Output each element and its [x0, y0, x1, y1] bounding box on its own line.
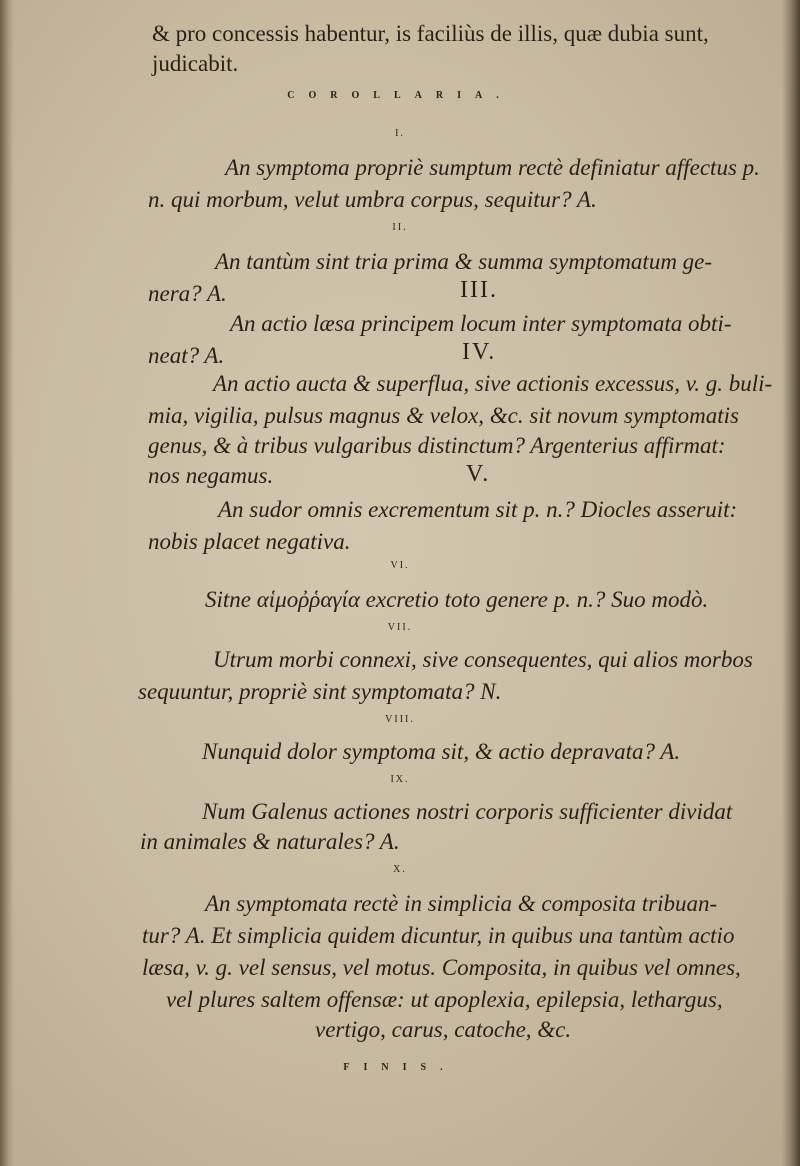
section-heading: COROLLARIA.	[287, 90, 513, 101]
corollary-numeral: VII.	[387, 622, 413, 633]
corollary-line: nera? A.	[148, 281, 227, 306]
corollary-line: in animales & naturales? A.	[140, 829, 400, 854]
corollary-line: sequuntur, propriè sint symptomata? N.	[138, 679, 502, 704]
corollary-line: vertigo, carus, catoche, &c.	[315, 1017, 572, 1042]
finis-heading: FINIS.	[343, 1062, 457, 1073]
corollary-line: An symptomata rectè in simplicia & composita tribuan-	[205, 891, 718, 916]
corollary-numeral: VIII.	[385, 714, 415, 725]
corollary-line: An actio læsa principem locum inter symptomata obti-	[230, 311, 732, 336]
corollary-numeral: V.	[466, 461, 491, 487]
corollary-line: vel plures saltem offensæ: ut apoplexia, epilepsia, lethargus,	[166, 987, 723, 1012]
corollary-numeral: VI.	[390, 560, 410, 571]
corollary-numeral: II.	[392, 222, 408, 233]
intro-line: & pro concessis habentur, is faciliùs de illis, quæ dubia sunt,	[152, 21, 709, 46]
corollary-line: Sitne αἱμοῤῥαγία excretio toto genere p. n.? Suo modò.	[205, 587, 709, 612]
corollary-line: læsa, v. g. vel sensus, vel motus. Composita, in quibus vel omnes,	[142, 955, 741, 980]
corollary-line: neat? A.	[148, 343, 225, 368]
corollary-line: genus, & à tribus vulgaribus distinctum? Argenterius affirmat:	[148, 433, 726, 458]
corollary-line: Nunquid dolor symptoma sit, & actio depravata? A.	[202, 739, 681, 764]
corollary-line: n. qui morbum, velut umbra corpus, sequitur? A.	[148, 187, 597, 212]
corollary-line: An actio aucta & superflua, sive actionis excessus, v. g. buli-	[213, 371, 773, 396]
corollary-numeral: IV.	[462, 339, 497, 365]
corollary-numeral: III.	[460, 277, 498, 303]
corollary-numeral: I.	[395, 128, 405, 139]
corollary-line: An tantùm sint tria prima & summa symptomatum ge-	[215, 249, 713, 274]
intro-line: judicabit.	[152, 51, 239, 76]
corollary-line: tur? A. Et simplicia quidem dicuntur, in quibus una tantùm actio	[142, 923, 735, 948]
corollary-line: mia, vigilia, pulsus magnus & velox, &c. sit novum symptomatis	[148, 403, 739, 428]
corollary-line: nobis placet negativa.	[148, 529, 351, 554]
corollary-line: An symptoma propriè sumptum rectè definiatur affectus p.	[225, 155, 760, 180]
corollary-numeral: IX.	[390, 774, 410, 785]
corollary-line: nos negamus.	[148, 463, 274, 488]
corollary-line: Utrum morbi connexi, sive consequentes, qui alios morbos	[213, 647, 753, 672]
corollary-line: Num Galenus actiones nostri corporis sufficienter dividat	[202, 799, 733, 824]
corollary-line: An sudor omnis excrementum sit p. n.? Diocles asseruit:	[218, 497, 738, 522]
corollary-numeral: X.	[393, 864, 407, 875]
